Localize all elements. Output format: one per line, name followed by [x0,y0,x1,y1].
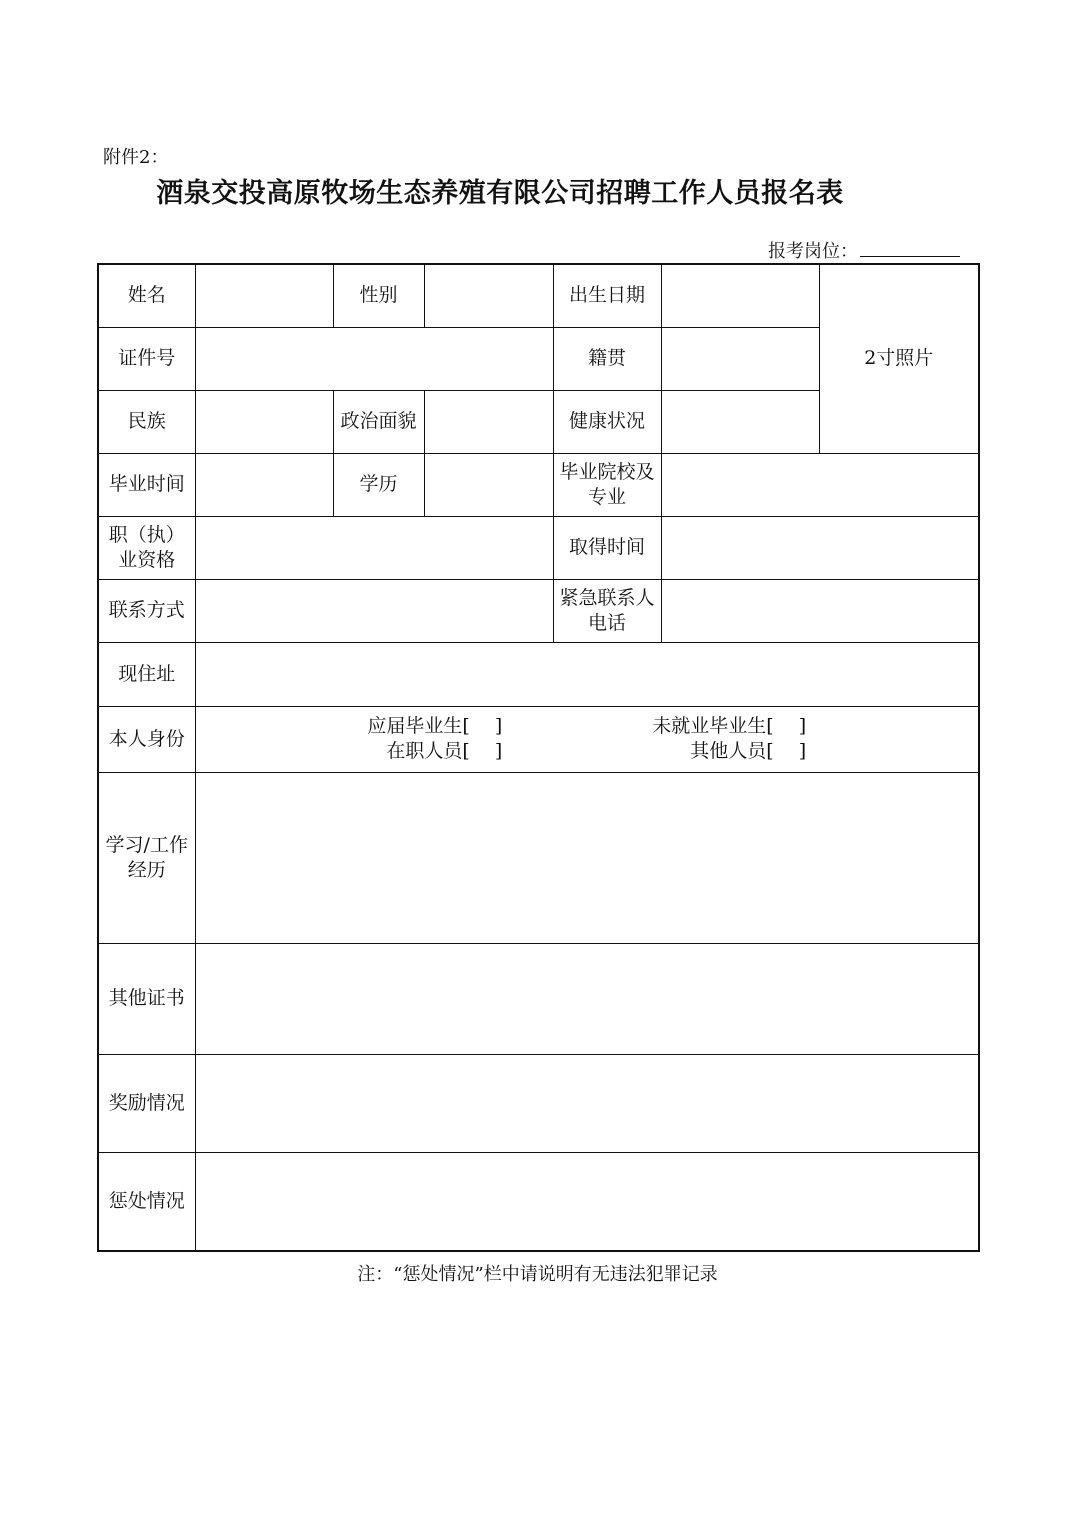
education-input[interactable] [424,453,553,516]
qualification-label [98,516,195,579]
education-label: 学历 [333,453,424,516]
identity-label: 本人身份 [98,706,195,772]
school-major-label-line2: 专业 [587,485,626,508]
birth-date-input[interactable] [661,264,819,327]
experience-label-line1: 学习/工作 [105,833,188,856]
gender-input[interactable] [424,264,553,327]
qualification-label-line1: 职（执） [108,523,185,546]
political-status-label: 政治面貌 [333,390,424,453]
health-label: 健康状况 [553,390,661,453]
position-field [768,238,960,264]
identity-options [195,706,979,772]
obtained-time-input[interactable] [661,516,979,579]
awards-input[interactable] [195,1054,979,1152]
qualification-label-line2: 业资格 [118,548,176,571]
name-label: 姓名 [98,264,195,327]
awards-label: 奖励情况 [98,1054,195,1152]
contact-input[interactable] [195,579,553,642]
photo-box[interactable]: 2寸照片 [819,264,979,453]
footer-note: 注：“惩处情况”栏中请说明有无违法犯罪记录 [357,1264,718,1285]
option-fresh-graduate[interactable]: 应届毕业生[ ] [367,715,503,737]
other-certificates-input[interactable] [195,943,979,1054]
ethnicity-label: 民族 [98,390,195,453]
emergency-contact-input[interactable] [661,579,979,642]
ethnicity-input[interactable] [195,390,333,453]
native-place-label: 籍贯 [553,327,661,390]
option-unemployed-graduate[interactable]: 未就业毕业生[ ] [652,715,807,737]
health-input[interactable] [661,390,819,453]
school-major-input[interactable] [661,453,979,516]
gender-label: 性别 [333,264,424,327]
emergency-contact-label-line1: 紧急联系人 [559,586,655,609]
school-major-label [553,453,661,516]
experience-label-line2: 经历 [127,858,166,881]
graduation-time-label: 毕业时间 [98,453,195,516]
qualification-input[interactable] [195,516,553,579]
id-number-label: 证件号 [98,327,195,390]
emergency-contact-label-line2: 电话 [587,611,626,634]
address-input[interactable] [195,642,979,706]
registration-form [97,263,980,1252]
punishments-label: 惩处情况 [98,1152,195,1251]
id-number-input[interactable] [195,327,553,390]
attachment-label: 附件2： [103,147,169,168]
address-label: 现住址 [98,642,195,706]
other-certificates-label: 其他证书 [98,943,195,1054]
emergency-contact-label [553,579,661,642]
graduation-time-input[interactable] [195,453,333,516]
position-input[interactable] [860,238,960,257]
option-others[interactable]: 其他人员[ ] [690,740,807,762]
native-place-input[interactable] [661,327,819,390]
contact-label: 联系方式 [98,579,195,642]
political-status-input[interactable] [424,390,553,453]
experience-input[interactable] [195,772,979,943]
experience-label [98,772,195,943]
birth-date-label: 出生日期 [553,264,661,327]
position-label: 报考岗位： [768,241,858,262]
school-major-label-line1: 毕业院校及 [559,460,655,483]
obtained-time-label: 取得时间 [553,516,661,579]
name-input[interactable] [195,264,333,327]
page-title: 酒泉交投高原牧场生态养殖有限公司招聘工作人员报名表 [156,178,844,209]
punishments-input[interactable] [195,1152,979,1251]
option-employed[interactable]: 在职人员[ ] [386,740,503,762]
